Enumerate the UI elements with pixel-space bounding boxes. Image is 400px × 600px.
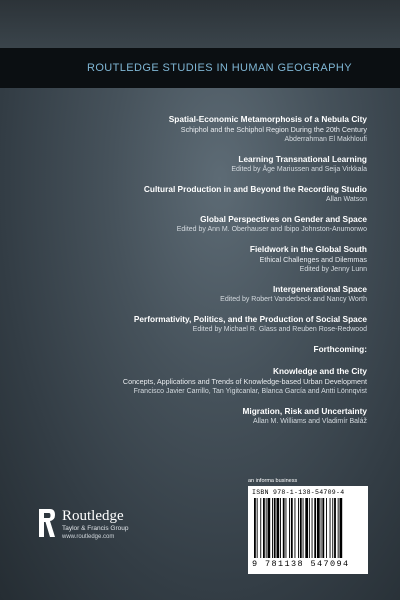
book-entry	[30, 366, 367, 397]
book-title: Cultural Production in and Beyond the Recording Studio	[143, 184, 367, 194]
book-author: Edited by Ann M. Oberhauser and Ibipo Johnston-Anumonwo	[176, 226, 367, 233]
barcode-bar	[272, 498, 273, 558]
barcode-bar	[332, 498, 333, 558]
book-list	[30, 114, 367, 436]
barcode-bar	[309, 498, 310, 558]
barcode-number: 9 781138 547094	[252, 559, 350, 569]
barcode-bar	[298, 498, 299, 558]
barcode-bar	[314, 498, 316, 558]
barcode-bar	[321, 498, 322, 558]
book-title: Performativity, Politics, and the Production of Social Space	[133, 314, 367, 324]
book-entry	[30, 284, 367, 305]
barcode-bar	[260, 498, 261, 558]
barcode-bar	[334, 498, 336, 558]
book-title: Migration, Risk and Uncertainty	[242, 406, 367, 416]
book-entry	[30, 244, 367, 275]
barcode-bar	[274, 498, 276, 558]
book-subtitle: Ethical Challenges and Dilemmas	[259, 255, 367, 264]
book-subtitle: Concepts, Applications and Trends of Knowledge-based Urban Development	[122, 377, 367, 386]
barcode-bar	[303, 498, 304, 558]
barcode-bar	[322, 498, 324, 558]
book-entry	[30, 314, 367, 335]
barcode-bar	[300, 498, 302, 558]
book-entry	[30, 154, 367, 175]
barcode-bar	[305, 498, 308, 558]
barcode-bar	[338, 498, 339, 558]
routledge-logo	[38, 508, 128, 542]
book-title: Fieldwork in the Global South	[249, 244, 367, 254]
book-title: Knowledge and the City	[272, 366, 367, 376]
book-author: Edited by Robert Vanderbeck and Nancy Worth	[220, 296, 367, 303]
barcode-bar	[266, 498, 267, 558]
isbn-label: ISBN 978-1-138-54709-4	[252, 489, 345, 496]
book-title: Learning Transnational Learning	[238, 154, 367, 164]
publisher-url: www.routledge.com	[62, 534, 115, 540]
publisher-name: Routledge	[62, 508, 124, 524]
book-author: Abderrahman El Makhloufi	[284, 136, 367, 143]
barcode-bar	[289, 498, 290, 558]
book-entry	[30, 214, 367, 235]
series-band	[0, 48, 400, 88]
publisher-group: Taylor & Francis Group	[62, 525, 129, 532]
barcode-bar	[317, 498, 320, 558]
barcode-bar	[291, 498, 293, 558]
series-title: ROUTLEDGE STUDIES IN HUMAN GEOGRAPHY	[87, 62, 352, 74]
forthcoming-heading: Forthcoming:	[313, 344, 367, 354]
book-title: Global Perspectives on Gender and Space	[200, 214, 367, 224]
barcode-bar	[280, 498, 281, 558]
barcode-bar	[295, 498, 296, 558]
book-author: Allan M. Williams and Vladimír Baláž	[253, 418, 367, 425]
book-author: Edited by Michael R. Glass and Reuben Rose-Redwood	[192, 326, 367, 333]
routledge-logo-icon	[38, 508, 56, 538]
barcode-bar	[277, 498, 280, 558]
barcode-bar	[283, 498, 285, 558]
barcode-bar	[263, 498, 265, 558]
book-author: Francisco Javier Carrillo, Tan Yigitcanlar, Blanca García and Antti Lönnqvist	[133, 388, 367, 395]
book-entry	[30, 184, 367, 205]
barcode-bars	[252, 498, 364, 558]
book-entry	[30, 406, 367, 427]
barcode-bar	[312, 498, 313, 558]
barcode-bar	[286, 498, 287, 558]
book-author: Edited by Åge Mariussen and Seija Virkkala	[231, 166, 367, 173]
book-title: Spatial-Economic Metamorphosis of a Nebula City	[168, 114, 367, 124]
barcode-bar	[340, 498, 343, 558]
book-entry	[30, 114, 367, 145]
informa-label: an informa business	[248, 478, 298, 484]
barcode-bar	[257, 498, 258, 558]
book-author: Edited by Jenny Lunn	[299, 266, 367, 273]
book-author: Allan Watson	[326, 196, 367, 203]
book-subtitle: Schiphol and the Schiphol Region During the 20th Century	[180, 125, 367, 134]
book-title: Intergenerational Space	[272, 284, 367, 294]
barcode-bar	[254, 498, 256, 558]
barcode-bar	[268, 498, 271, 558]
top-band	[0, 0, 400, 48]
barcode	[248, 486, 368, 574]
barcode-bar	[326, 498, 327, 558]
barcode-bar	[330, 498, 331, 558]
